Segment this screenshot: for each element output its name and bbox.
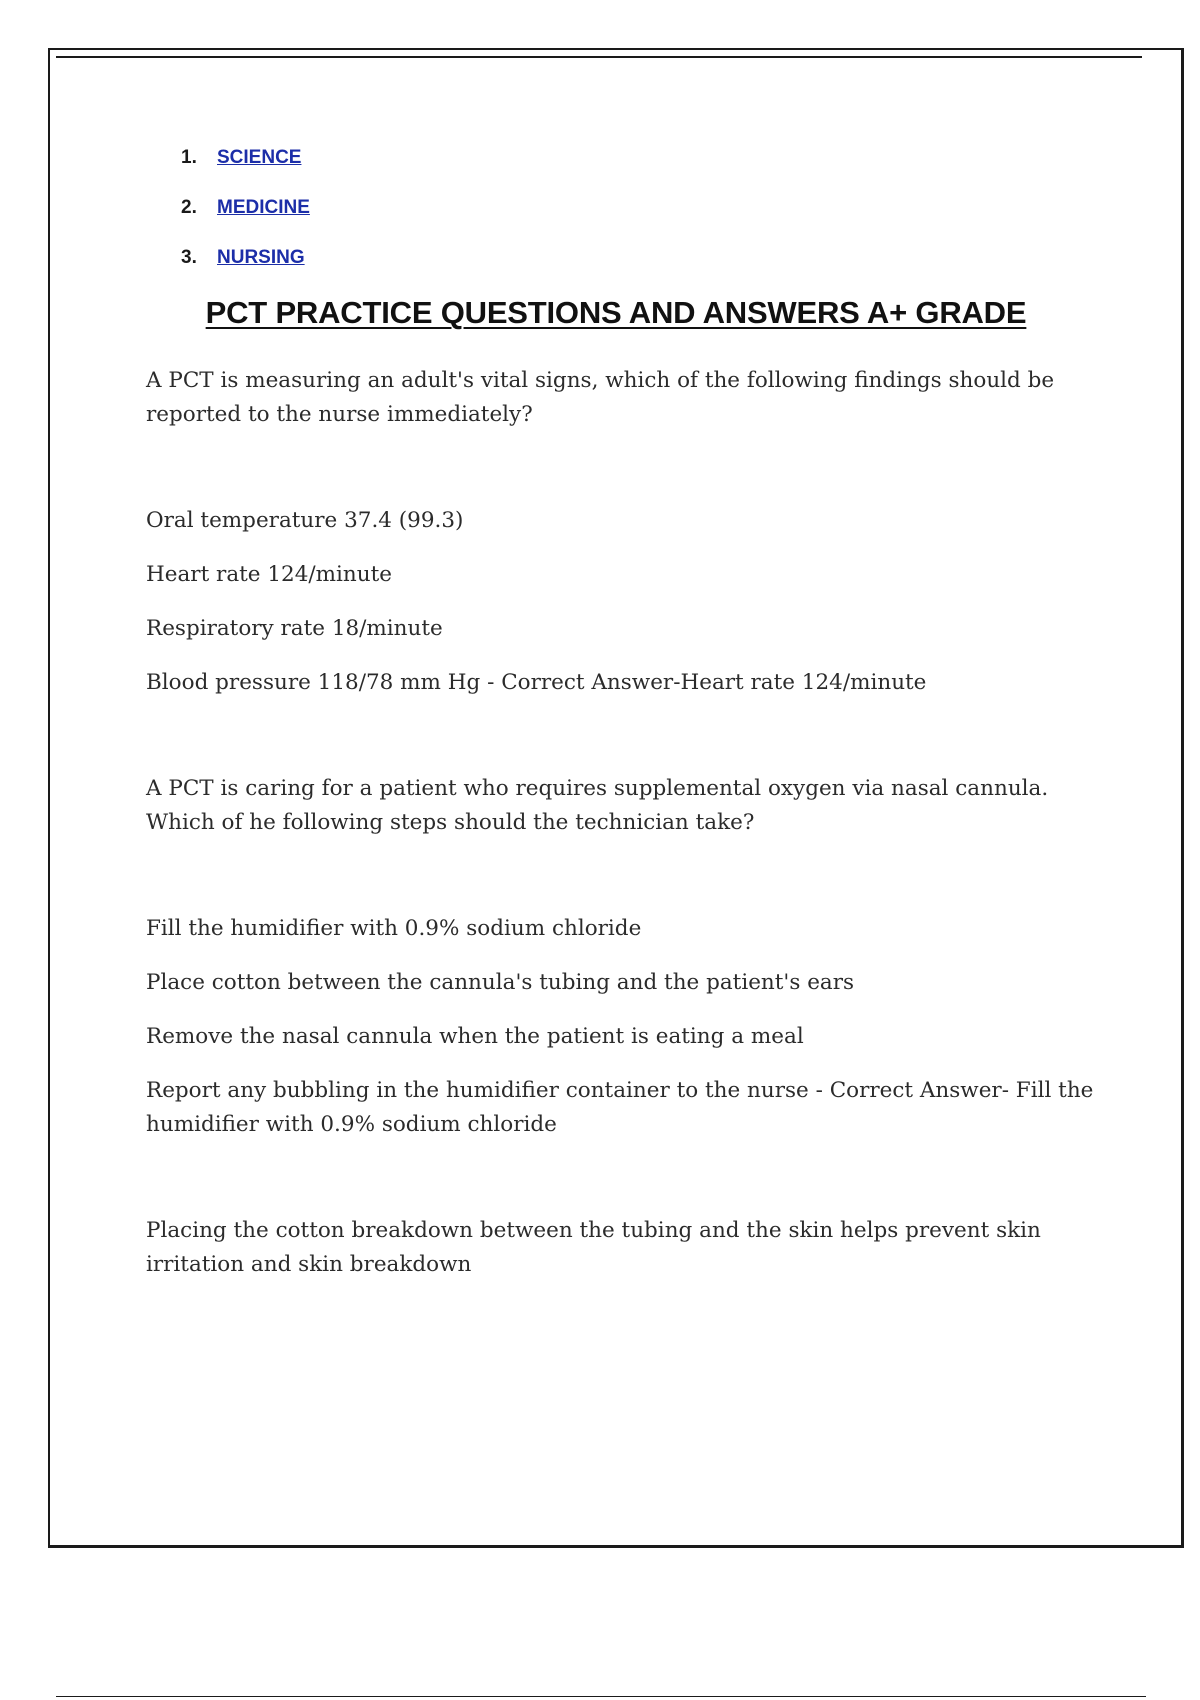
breadcrumb-number: 2. [181, 197, 197, 218]
question-2-prompt: A PCT is caring for a patient who requires supplemental oxygen via nasal cannula. Which of he following steps should the technician take? [146, 776, 1049, 835]
bottom-rule [56, 1696, 1146, 1697]
question-2-explanation: Placing the cotton breakdown between the tubing and the skin helps prevent skin irritation and skin breakdown [146, 1218, 1041, 1277]
top-rule [56, 56, 1142, 58]
document-title: PCT PRACTICE QUESTIONS AND ANSWERS A+ GRADE [205, 295, 1027, 330]
breadcrumb-link-medicine[interactable]: MEDICINE [217, 197, 310, 218]
question-1-option-b: Heart rate 124/minute [146, 562, 392, 587]
breadcrumb-number: 3. [181, 247, 197, 268]
breadcrumb-number: 1. [181, 147, 197, 168]
breadcrumb-link-science[interactable]: SCIENCE [217, 147, 302, 168]
question-2-option-c: Remove the nasal cannula when the patient is eating a meal [146, 1024, 804, 1049]
document-body [146, 364, 1096, 1282]
question-1-option-d-answer: Blood pressure 118/78 mm Hg - Correct Answer-Heart rate 124/minute [146, 670, 927, 695]
breadcrumb-item-nursing [181, 243, 310, 293]
question-2-option-a: Fill the humidifier with 0.9% sodium chloride [146, 916, 642, 941]
question-1-prompt: A PCT is measuring an adult's vital signs, which of the following findings should be reported to the nurse immediately? [146, 368, 1055, 427]
question-2-option-b: Place cotton between the cannula's tubing and the patient's ears [146, 970, 855, 995]
question-1-option-c: Respiratory rate 18/minute [146, 616, 443, 641]
question-1-option-a: Oral temperature 37.4 (99.3) [146, 508, 464, 533]
breadcrumb-item-medicine [181, 193, 310, 243]
breadcrumb-item-science [181, 143, 310, 193]
breadcrumb-link-nursing[interactable]: NURSING [217, 247, 305, 268]
question-2-option-d-answer: Report any bubbling in the humidifier container to the nurse - Correct Answer- Fill the humidifier with 0.9% sodium chloride [146, 1078, 1094, 1137]
breadcrumb [181, 143, 310, 293]
